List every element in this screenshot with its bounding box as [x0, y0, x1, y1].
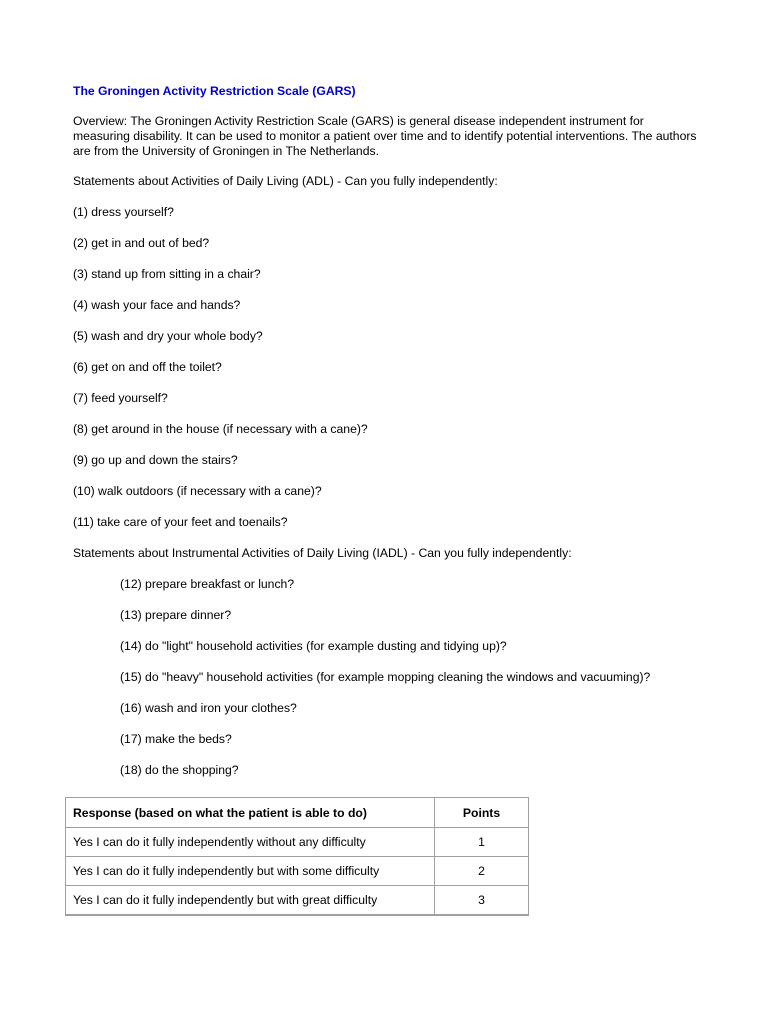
table-cell-points: 2: [435, 857, 529, 886]
adl-item: (2) get in and out of bed?: [73, 236, 210, 250]
table-cell-points: 1: [435, 828, 529, 857]
iadl-heading: Statements about Instrumental Activities of Daily Living (IADL) - Can you fully independently:: [73, 546, 572, 560]
adl-item: (7) feed yourself?: [73, 391, 168, 405]
adl-item: (8) get around in the house (if necessary with a cane)?: [73, 422, 368, 436]
iadl-item: (17) make the beds?: [120, 732, 232, 746]
table-cell-response: Yes I can do it fully independently but with some difficulty: [66, 857, 435, 886]
iadl-item: (16) wash and iron your clothes?: [120, 701, 297, 715]
iadl-item: (13) prepare dinner?: [120, 608, 232, 622]
adl-heading: Statements about Activities of Daily Living (ADL) - Can you fully independently:: [73, 174, 498, 188]
adl-item: (6) get on and off the toilet?: [73, 360, 222, 374]
adl-item: (5) wash and dry your whole body?: [73, 329, 263, 343]
iadl-item: (15) do "heavy" household activities (for example mopping cleaning the windows and vacuuming)?: [120, 670, 651, 684]
table-cell-response: Yes I can do it fully independently but with great difficulty: [66, 886, 435, 916]
adl-item: (4) wash your face and hands?: [73, 298, 241, 312]
page-title: The Groningen Activity Restriction Scale (GARS): [73, 84, 356, 98]
adl-item: (1) dress yourself?: [73, 205, 174, 219]
table-header-response: Response (based on what the patient is able to do): [66, 798, 435, 828]
table-row: [66, 886, 529, 916]
iadl-item: (12) prepare breakfast or lunch?: [120, 577, 295, 591]
table-cell-points: 3: [435, 886, 529, 916]
document-body: [73, 84, 713, 778]
adl-list: [73, 205, 713, 530]
iadl-item: (18) do the shopping?: [120, 763, 239, 777]
table-header-row: [66, 798, 529, 828]
adl-item: (10) walk outdoors (if necessary with a cane)?: [73, 484, 322, 498]
adl-item: (11) take care of your feet and toenails?: [73, 515, 288, 529]
overview-paragraph: Overview: The Groningen Activity Restriction Scale (GARS) is general disease independent instrument for measuring disability. It can be used to monitor a patient over time and to identify potential interventions. The authors are from the University of Groningen in The Netherlands.: [73, 114, 697, 158]
table-header-points: Points: [435, 798, 529, 828]
response-points-table: [65, 797, 529, 916]
table-row: [66, 828, 529, 857]
iadl-list: [73, 577, 713, 778]
iadl-item: (14) do "light" household activities (for example dusting and tidying up)?: [120, 639, 507, 653]
table-row: [66, 857, 529, 886]
table-cell-response: Yes I can do it fully independently without any difficulty: [66, 828, 435, 857]
adl-item: (3) stand up from sitting in a chair?: [73, 267, 261, 281]
adl-item: (9) go up and down the stairs?: [73, 453, 238, 467]
